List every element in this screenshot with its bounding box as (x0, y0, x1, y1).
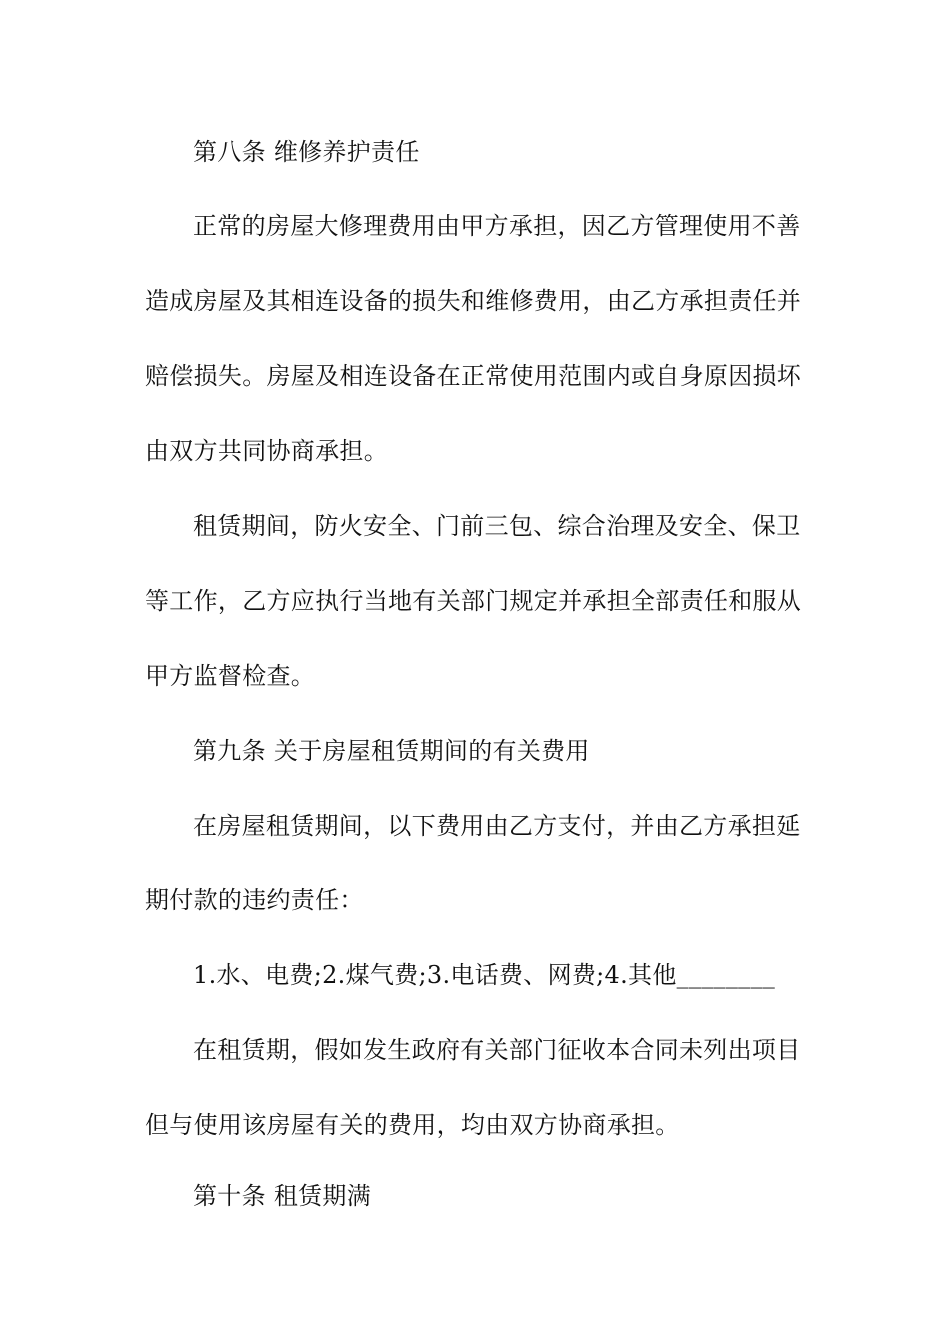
paragraph-line: 租赁期间，防火安全、门前三包、综合治理及安全、保卫 (193, 512, 801, 540)
article-10-heading: 第十条 租赁期满 (193, 1182, 372, 1210)
article-8-heading: 第八条 维修养护责任 (193, 138, 420, 166)
paragraph-line: 造成房屋及其相连设备的损失和维修费用，由乙方承担责任并 (145, 287, 802, 315)
paragraph-line: 正常的房屋大修理费用由甲方承担，因乙方管理使用不善 (193, 212, 801, 240)
article-9-heading: 第九条 关于房屋租赁期间的有关费用 (193, 737, 590, 765)
paragraph-line: 期付款的违约责任： (145, 886, 364, 914)
paragraph-line: 甲方监督检查。 (145, 662, 316, 690)
paragraph-line: 等工作，乙方应执行当地有关部门规定并承担全部责任和服从 (145, 587, 802, 615)
paragraph-line: 在租赁期，假如发生政府有关部门征收本合同未列出项目 (193, 1036, 801, 1064)
paragraph-line: 在房屋租赁期间，以下费用由乙方支付，并由乙方承担延 (193, 812, 801, 840)
paragraph-line: 但与使用该房屋有关的费用，均由双方协商承担。 (145, 1111, 680, 1139)
fee-list-line: 1.水、电费;2.煤气费;3.电话费、网费;4.其他________ (193, 961, 776, 989)
paragraph-line: 由双方共同协商承担。 (145, 437, 388, 465)
paragraph-line: 赔偿损失。房屋及相连设备在正常使用范围内或自身原因损坏 (145, 362, 802, 390)
